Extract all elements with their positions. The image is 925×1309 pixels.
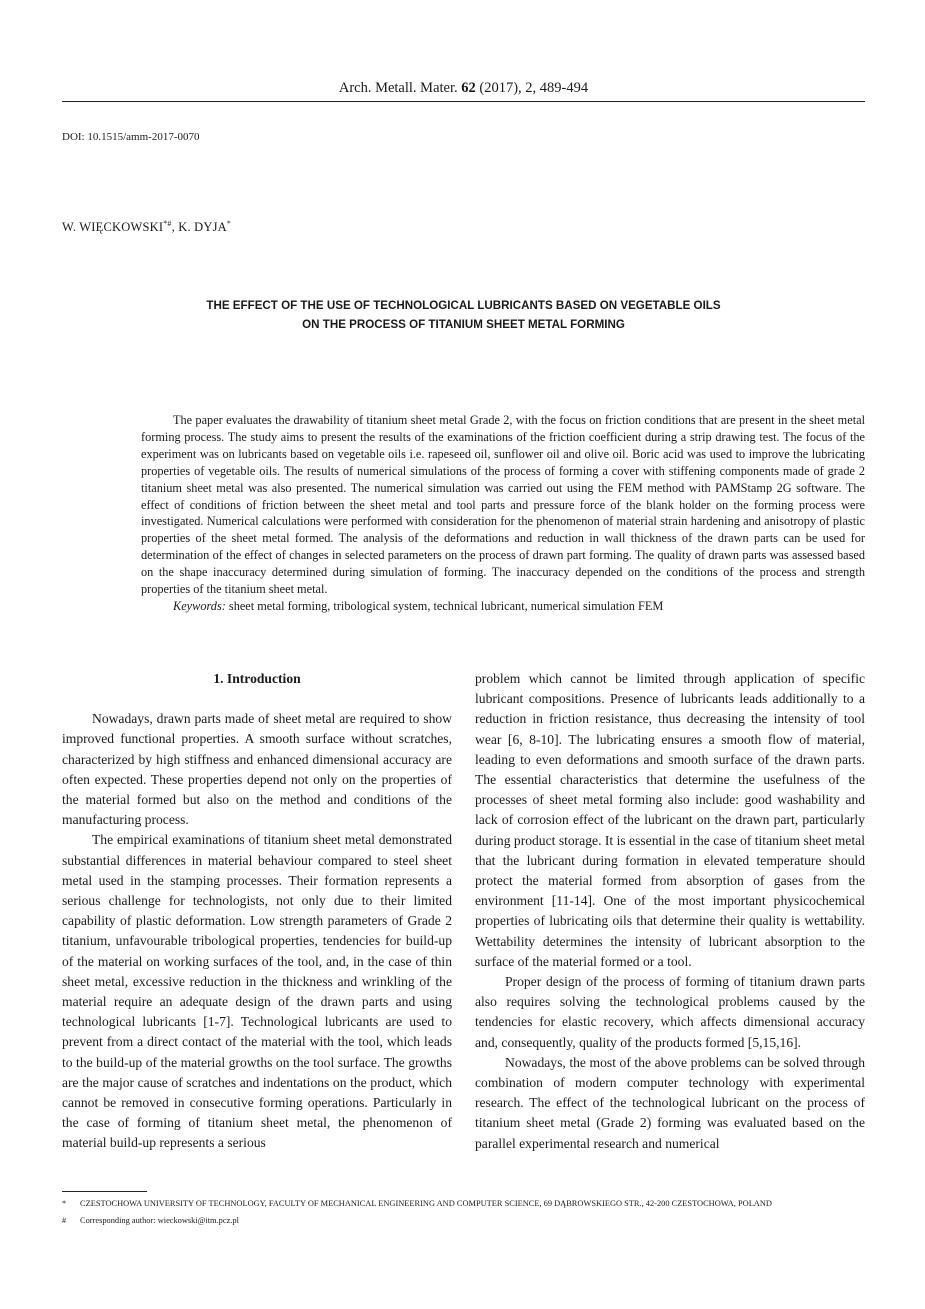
title-line-1: THE EFFECT OF THE USE OF TECHNOLOGICAL LUBRICANTS BASED ON VEGETABLE OILS xyxy=(206,299,721,312)
body-paragraph: The empirical examinations of titanium sheet metal demonstrated substantial differences in material behaviour compared to steel sheet metal used in the stamping processes. Their formation represents a serious challenge for technologists, not only due to their limited capability of plastic deformation. Low strength parameters of Grade 2 titanium, unfavourable tribological properties, tendencies for build-up of the material on working surfaces of the tool, and, in the case of thin sheet metal, excessive reduction in the thickness and wrinkling of the material require an adequate design of the drawn parts and using technological lubricants [1-7]. Technological lubricants are used to prevent from a direct contact of the material with the tool, which leads to the build-up of the material growths on the tool surface. The growths are the major cause of scratches and indentations on the product, which cannot be removed in consecutive forming operations. Particularly in the case of forming of titanium sheet metal, the phenomenon of material build-up represents a serious xyxy=(62,832,452,1151)
title-line-2: ON THE PROCESS OF TITANIUM SHEET METAL FORMING xyxy=(302,318,625,331)
keywords-list: sheet metal forming, tribological system, technical lubricant, numerical simulation FEM xyxy=(228,598,664,613)
author-2-marks: * xyxy=(226,219,232,228)
paper-title xyxy=(62,296,865,334)
journal-issue-pages: (2017), 2, 489-494 xyxy=(479,80,589,96)
authors xyxy=(62,219,231,235)
header-rule xyxy=(62,101,865,102)
author-separator: , xyxy=(171,220,179,235)
footnote-rule xyxy=(62,1191,147,1192)
body-column-left xyxy=(62,669,452,1154)
footnote-text: Corresponding author: wieckowski@itm.pcz.pl xyxy=(80,1216,239,1225)
footnote-mark: * xyxy=(62,1199,67,1208)
footnote-mark: # xyxy=(62,1216,67,1225)
doi: DOI: 10.1515/amm-2017-0070 xyxy=(62,131,200,143)
abstract-text: The paper evaluates the drawability of titanium sheet metal Grade 2, with the focus on friction conditions that are present in the sheet metal forming process. The study aims to present the results of the examinations of the friction coefficient during a strip drawing test. The focus of the experiment was on lubricants based on vegetable oils i.e. rapeseed oil, sunflower oil and olive oil. Boric acid was used to improve the lubricating properties of vegetable oils. The results of numerical simulations of the process of forming a cover with stiffening components made of grade 2 titanium sheet metal was also presented. The numerical simulation was carried out using the FEM method with PAMStamp 2G software. The effect of conditions of friction between the sheet metal and tool parts and pressure force of the blank holder on the forming process were investigated. Numerical calculations were performed with consideration for the phenomenon of material strain hardening and anisotropy of plastic properties of the sheet metal formed. The analysis of the deformations and reduction in wall thickness of the drawn parts can be used for determination of the effect of changes in selected parameters on the process of drawn part forming. The quality of drawn parts was assessed based on the shape inaccuracy determined during simulation of forming. The inaccuracy depended on the conditions of the process and strength properties of the titanium sheet metal. xyxy=(141,413,865,597)
keywords-label: Keywords: xyxy=(173,598,226,613)
keywords xyxy=(141,598,865,615)
footnote-text: CZESTOCHOWA UNIVERSITY OF TECHNOLOGY, FACULTY OF MECHANICAL ENGINEERING AND COMPUTER SCIENCE, 69 DĄBROWSKIEGO STR., 42-200 CZESTOCHOWA, POLAND xyxy=(80,1199,772,1208)
section-heading-introduction: 1. Introduction xyxy=(213,671,301,686)
body-column-right xyxy=(475,669,865,1154)
author-1: W. WIĘCKOWSKI xyxy=(62,220,164,235)
body-paragraph: Nowadays, the most of the above problems can be solved through combination of modern computer technology with experimental research. The effect of the technological lubricant on the process of titanium sheet metal (Grade 2) forming was evaluated based on the parallel experimental research and numerical xyxy=(475,1054,865,1151)
journal-header xyxy=(62,80,865,97)
journal-volume: 62 xyxy=(461,80,476,96)
body-paragraph: Nowadays, drawn parts made of sheet metal are required to show improved functional properties. A smooth surface without scratches, characterized by high stiffness and enhanced dimensional accuracy are often expected. These properties depend not only on the properties of the material formed but also on the method and conditions of the manufacturing process. xyxy=(62,711,452,828)
author-2: K. DYJA xyxy=(178,220,227,235)
body-paragraph: problem which cannot be limited through application of specific lubricant compositions. Presence of lubricants leads additionally to a reduction in friction resistance, thus decreasing the intensity of tool wear [6, 8-10]. The lubricating ensures a smooth flow of material, leading to even deformations and smooth surface of the drawn parts. The essential characteristics that determine the usefulness of the processes of sheet metal forming also include: good washability and lack of corrosion effect of the lubricant on the drawn part, particularly during product storage. It is essential in the case of titanium sheet metal that the lubricant during formation in elevated temperature should protect the material formed from absorption of gases from the environment [11-14]. One of the most important physicochemical properties of lubricating oils that determine their quality is wettability. Wettability determines the intensity of lubricant absorption to the surface of the material formed or a tool. xyxy=(475,671,865,969)
footnote-affiliation xyxy=(62,1199,772,1208)
footnote-corresponding-author xyxy=(62,1216,239,1225)
journal-name: Arch. Metall. Mater. xyxy=(338,80,458,96)
author-1-marks: *# xyxy=(163,219,172,228)
abstract xyxy=(141,412,865,615)
body-paragraph: Proper design of the process of forming of titanium drawn parts also requires solving the technological problems caused by the tendencies for elastic recovery, which affects dimensional accuracy and, consequently, quality of the products formed [5,15,16]. xyxy=(475,974,865,1050)
